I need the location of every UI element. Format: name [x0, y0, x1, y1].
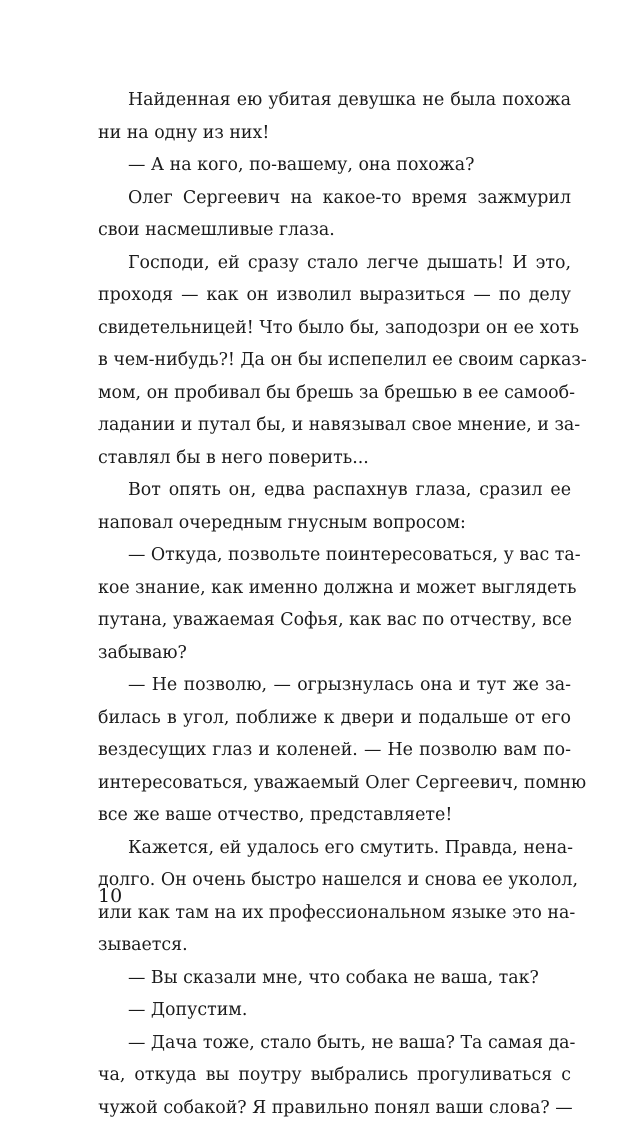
- text-line: — Откуда, позвольте поинтересоваться, у вас та-: [98, 539, 571, 572]
- paragraph: [98, 474, 571, 539]
- text-line: ставлял бы в него поверить...: [98, 442, 571, 475]
- text-line: зывается.: [98, 929, 571, 962]
- text-line: — А на кого, по-вашему, она похожа?: [98, 149, 571, 182]
- paragraph: [98, 1027, 571, 1124]
- paragraph: [98, 149, 571, 182]
- text-line: Найденная ею убитая девушка не была похожа: [98, 84, 571, 117]
- text-line: забываю?: [98, 637, 571, 670]
- text-line: Господи, ей сразу стало легче дышать! И это,: [98, 247, 571, 280]
- text-line: ладании и путал бы, и навязывал свое мнение, и за-: [98, 409, 571, 442]
- paragraph: [98, 832, 571, 962]
- text-line: проходя — как он изволил выразиться — по делу: [98, 279, 571, 312]
- paragraph: [98, 182, 571, 247]
- text-line: долго. Он очень быстро нашелся и снова ее уколол,: [98, 864, 571, 897]
- text-line: билась в угол, поближе к двери и подальше от его: [98, 702, 571, 735]
- text-line: путана, уважаемая Софья, как вас по отчеству, все: [98, 604, 571, 637]
- text-line: — Вы сказали мне, что собака не ваша, так?: [98, 962, 571, 995]
- text-line: — Допустим.: [98, 994, 571, 1027]
- text-line: Олег Сергеевич на какое-то время зажмурил: [98, 182, 571, 215]
- text-line: Вот опять он, едва распахнув глаза, сразил ее: [98, 474, 571, 507]
- text-line: — Не позволю, — огрызнулась она и тут же за-: [98, 669, 571, 702]
- paragraph: [98, 84, 571, 149]
- paragraph: [98, 539, 571, 669]
- text-line: ни на одну из них!: [98, 117, 571, 150]
- text-line: в чем-нибудь?! Да он бы испепелил ее своим сарказ-: [98, 344, 571, 377]
- text-line: мом, он пробивал бы брешь за брешью в ее самооб-: [98, 377, 571, 410]
- page-number: 10: [98, 884, 122, 908]
- text-line: свои насмешливые глаза.: [98, 214, 571, 247]
- text-line: — Дача тоже, стало быть, не ваша? Та самая да-: [98, 1027, 571, 1060]
- text-line: свидетельницей! Что было бы, заподозри он ее хоть: [98, 312, 571, 345]
- text-line: чужой собакой? Я правильно понял ваши слова? —: [98, 1092, 571, 1124]
- text-line: или как там на их профессиональном языке это на-: [98, 897, 571, 930]
- text-line: Кажется, ей удалось его смутить. Правда, нена-: [98, 832, 571, 865]
- paragraph: [98, 994, 571, 1027]
- text-line: вездесущих глаз и коленей. — Не позволю вам по-: [98, 734, 571, 767]
- paragraph: [98, 247, 571, 475]
- paragraph: [98, 962, 571, 995]
- text-line: все же ваше отчество, представляете!: [98, 799, 571, 832]
- text-line: кое знание, как именно должна и может выглядеть: [98, 572, 571, 605]
- text-line: наповал очередным гнусным вопросом:: [98, 507, 571, 540]
- body-text: [98, 84, 571, 1124]
- text-line: интересоваться, уважаемый Олег Сергеевич, помню: [98, 767, 571, 800]
- paragraph: [98, 669, 571, 832]
- text-line: ча, откуда вы поутру выбрались прогуливаться с: [98, 1059, 571, 1092]
